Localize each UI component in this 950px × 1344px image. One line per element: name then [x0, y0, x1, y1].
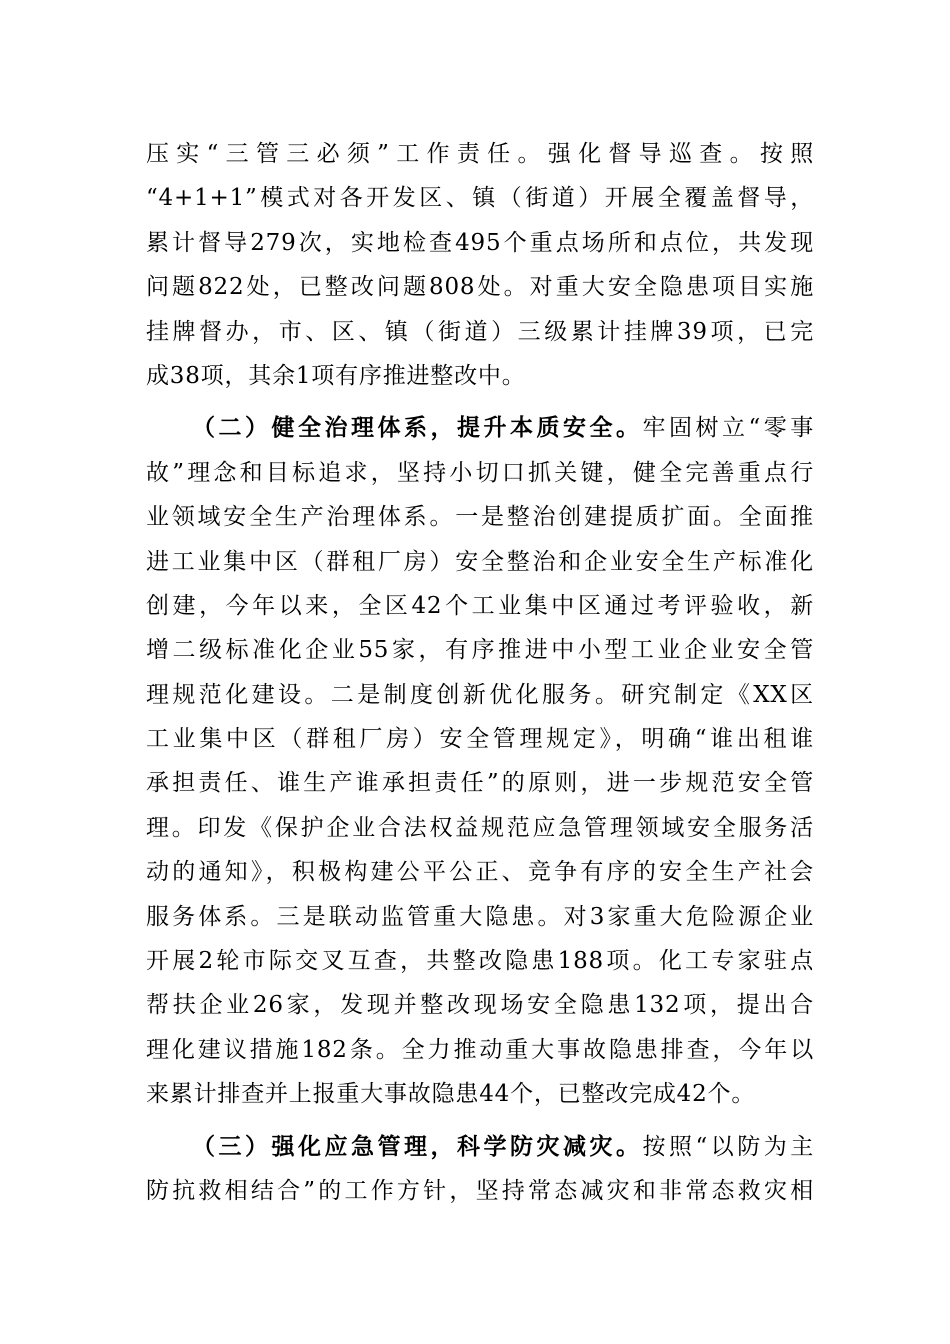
paragraph-2-line: 工业集中区（群租厂房）安全管理规定》，明确“谁出租谁: [146, 726, 814, 753]
paragraph-2-line: 承担责任、谁生产谁承担责任”的原则，进一步规范安全管: [146, 770, 814, 797]
paragraph-gap: [146, 1117, 814, 1125]
paragraph-2-line: 创建，今年以来，全区42个工业集中区通过考评验收，新: [146, 592, 814, 619]
paragraph-2-line: 来累计排查并上报重大事故隐患44个，已整改完成42个。: [146, 1081, 756, 1108]
paragraph-2-line: 帮扶企业26家，发现并整改现场安全隐患132项，提出合: [146, 992, 814, 1019]
paragraph-2-line: 业领域安全生产治理体系。一是整治创建提质扩面。全面推: [146, 504, 814, 531]
paragraph-3-line: 防抗救相结合”的工作方针，坚持常态减灾和非常态救灾相: [146, 1177, 814, 1204]
paragraph-1-line: “4+1+1”模式对各开发区、镇（街道）开展全覆盖督导，: [146, 185, 814, 212]
paragraph-3-first-line-text: 按照“以防为主: [642, 1133, 814, 1160]
paragraph-1-line: 成38项，其余1项有序推进整改中。: [146, 362, 526, 389]
paragraph-3-first-line: [146, 1125, 814, 1169]
paragraph-2-line: 服务体系。三是联动监管重大隐患。对3家重大危险源企业: [146, 903, 814, 930]
section-heading-2: （二）健全治理体系，提升本质安全。: [192, 414, 643, 442]
paragraph-1-line: 问题822处，已整改问题808处。对重大安全隐患项目实施: [146, 274, 814, 301]
document-body: [146, 132, 814, 1213]
paragraph-2-line: 理化建议措施182条。全力推动重大事故隐患排查，今年以: [146, 1036, 814, 1063]
paragraph-1-line: 挂牌督办，市、区、镇（街道）三级累计挂牌39项，已完: [146, 318, 814, 345]
paragraph-2-line: 动的通知》，积极构建公平公正、竞争有序的安全生产社会: [146, 859, 814, 886]
paragraph-2-line: 开展2轮市际交叉互查，共整改隐患188项。化工专家驻点: [146, 948, 814, 975]
paragraph-1-line: 累计督导279次，实地检查495个重点场所和点位，共发现: [146, 229, 814, 256]
paragraph-2-line: 理规范化建设。二是制度创新优化服务。研究制定《XX区: [146, 681, 814, 708]
paragraph-2-line: 理。印发《保护企业合法权益规范应急管理领域安全服务活: [146, 814, 814, 841]
paragraph-1-line: 压实“三管三必须”工作责任。强化督导巡查。按照: [146, 141, 814, 167]
paragraph-2-line: 故”理念和目标追求，坚持小切口抓关键，健全完善重点行: [146, 459, 814, 486]
paragraph-2-first-line: [146, 406, 814, 450]
paragraph-gap: [146, 398, 814, 406]
section-heading-3: （三）强化应急管理，科学防灾减灾。: [192, 1132, 643, 1160]
paragraph-2-first-line-text: 牢固树立“零事: [642, 415, 814, 442]
paragraph-2-line: 增二级标准化企业55家，有序推进中小型工业企业安全管: [146, 637, 814, 664]
paragraph-2-line: 进工业集中区（群租厂房）安全整治和企业安全生产标准化: [146, 548, 814, 575]
